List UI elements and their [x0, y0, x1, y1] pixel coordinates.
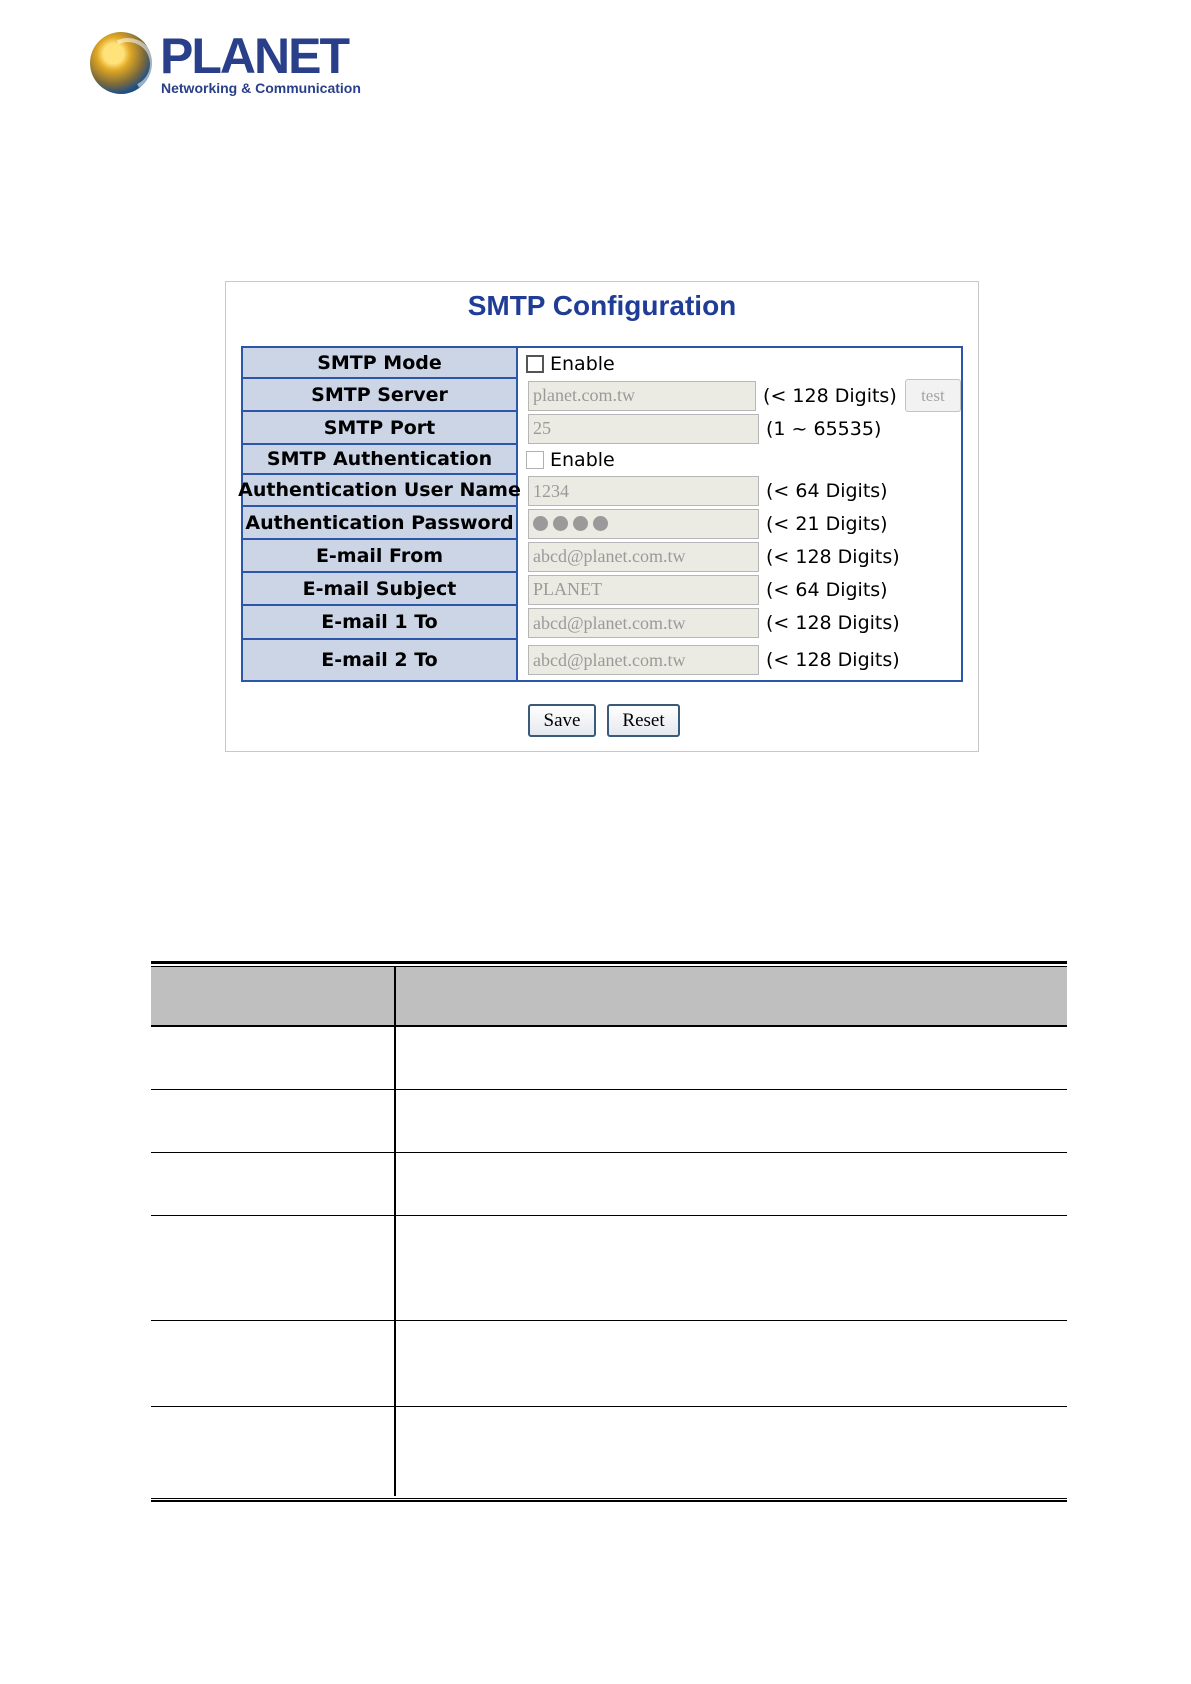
password-dot — [533, 516, 548, 531]
logo-wordmark: PLANET — [160, 28, 348, 84]
row-email-subject — [243, 573, 961, 606]
save-button[interactable]: Save — [528, 704, 596, 737]
table-header-row — [151, 967, 1067, 1025]
email-subject-input[interactable]: PLANET — [528, 575, 759, 605]
table-column-divider — [394, 967, 396, 1496]
smtp-config-panel — [225, 281, 979, 752]
checkbox-label: Enable — [550, 449, 615, 471]
field-hint: (< 128 Digits) — [766, 545, 900, 568]
password-dot — [553, 516, 568, 531]
password-dot — [573, 516, 588, 531]
row-label: E-mail 1 To — [243, 606, 518, 640]
row-label: E-mail 2 To — [243, 640, 518, 680]
panel-title: SMTP Configuration — [467, 290, 737, 321]
field-hint: (< 64 Digits) — [766, 578, 888, 601]
checkbox-label: Enable — [550, 352, 615, 375]
row-email-1-to — [243, 606, 961, 640]
row-label: Authentication Password — [243, 507, 518, 540]
test-button[interactable]: test — [905, 379, 961, 412]
auth-user-name-input[interactable]: 1234 — [528, 476, 759, 506]
table-top-rule — [151, 961, 1067, 964]
password-mask — [533, 516, 608, 531]
row-label: SMTP Authentication — [243, 445, 518, 475]
table-header-divider — [151, 1025, 1067, 1027]
row-label: SMTP Port — [243, 412, 518, 445]
field-hint: (< 128 Digits) — [766, 649, 900, 671]
table-row-divider — [151, 1152, 1067, 1153]
field-hint: (1 ~ 65535) — [766, 417, 882, 440]
row-auth-password — [243, 507, 961, 540]
table-bottom-rule — [151, 1500, 1067, 1502]
table-row-divider — [151, 1089, 1067, 1090]
row-smtp-port — [243, 412, 961, 445]
smtp-auth-checkbox[interactable] — [526, 451, 544, 469]
row-label: E-mail From — [243, 540, 518, 573]
email-1-to-input[interactable]: abcd@planet.com.tw — [528, 608, 759, 638]
smtp-port-input[interactable]: 25 — [528, 414, 759, 444]
row-label: SMTP Mode — [243, 348, 518, 379]
reset-button[interactable]: Reset — [607, 704, 680, 737]
planet-logo — [90, 28, 361, 98]
email-from-input[interactable]: abcd@planet.com.tw — [528, 542, 759, 572]
row-label: SMTP Server — [243, 379, 518, 412]
globe-logo-icon — [90, 32, 152, 94]
field-hint: (< 64 Digits) — [766, 480, 888, 502]
row-auth-user-name — [238, 475, 961, 507]
row-label: Authentication User Name — [243, 475, 518, 507]
table-row-divider — [151, 1320, 1067, 1321]
row-smtp-mode — [243, 348, 961, 379]
email-2-to-input[interactable]: abcd@planet.com.tw — [528, 645, 759, 675]
field-hint: (< 128 Digits) — [766, 612, 900, 634]
table-row-divider — [151, 1406, 1067, 1407]
row-email-2-to — [243, 640, 961, 680]
table-row-divider — [151, 1215, 1067, 1216]
logo-tagline: Networking & Communication — [161, 80, 361, 96]
field-hint: (< 21 Digits) — [766, 512, 888, 535]
field-hint: (< 128 Digits) — [763, 384, 897, 407]
row-email-from — [243, 540, 961, 573]
auth-password-input[interactable] — [528, 509, 759, 539]
smtp-mode-checkbox[interactable] — [526, 355, 544, 373]
smtp-server-input[interactable]: planet.com.tw — [528, 381, 756, 411]
smtp-config-table — [238, 346, 963, 682]
row-smtp-server — [243, 379, 961, 412]
table-bottom-rule — [151, 1498, 1067, 1499]
description-table — [151, 961, 1067, 1502]
row-smtp-authentication — [243, 445, 961, 475]
row-label: E-mail Subject — [243, 573, 518, 606]
password-dot — [593, 516, 608, 531]
